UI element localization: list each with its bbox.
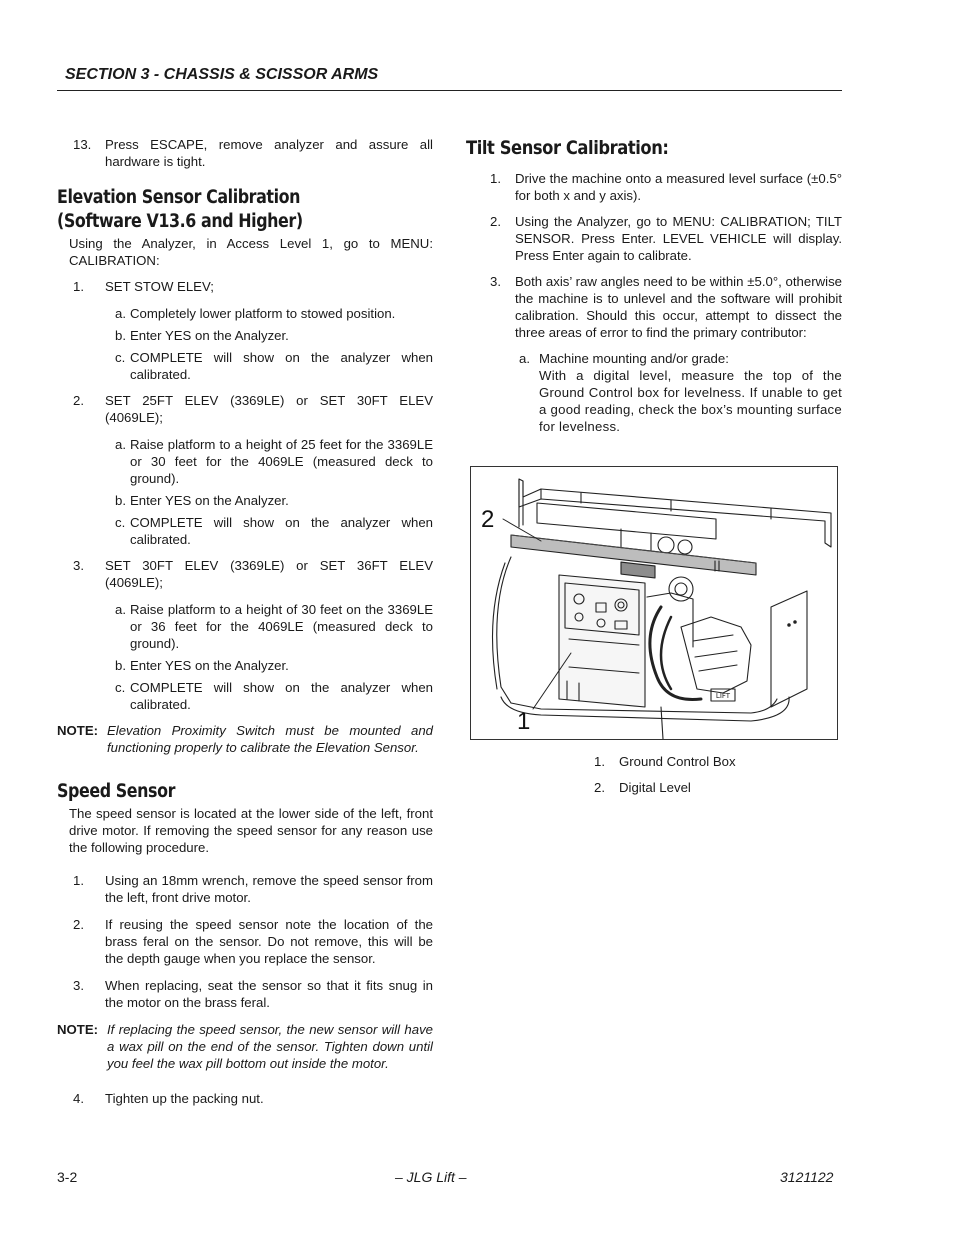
step-number: 2. bbox=[73, 917, 84, 932]
step-text: Using the Analyzer, go to MENU: CALIBRATION; TILT SENSOR. Press Enter. LEVEL VEHICLE will display. Press Enter again to calibrate. bbox=[515, 214, 842, 263]
rail-frame bbox=[519, 479, 831, 547]
sub-letter: b. bbox=[115, 658, 126, 673]
elevation-intro: Using the Analyzer, in Access Level 1, go to MENU: CALIBRATION: bbox=[69, 236, 433, 268]
right-column bbox=[466, 136, 842, 435]
step-number: 4. bbox=[73, 1091, 84, 1106]
elev-step-2 bbox=[57, 392, 433, 426]
step-text: SET STOW ELEV; bbox=[105, 279, 214, 294]
door-dot-2 bbox=[794, 621, 796, 623]
elev-step-2a bbox=[57, 436, 433, 487]
valve-block bbox=[681, 617, 751, 693]
step-text: SET 25FT ELEV (3369LE) or SET 30FT ELEV (4069LE); bbox=[105, 393, 433, 425]
callout-1: 1 bbox=[517, 708, 531, 735]
sub-letter: c. bbox=[115, 515, 126, 530]
legend-number: 2. bbox=[594, 780, 605, 795]
step-text: Drive the machine onto a measured level surface (±0.5° for both x and y axis). bbox=[515, 171, 842, 203]
step-number: 2. bbox=[73, 393, 84, 408]
elev-step-1a bbox=[57, 305, 433, 322]
sub-letter: c. bbox=[115, 350, 126, 365]
tilt-step-2 bbox=[466, 213, 842, 264]
sub-letter: a. bbox=[115, 437, 126, 452]
sub-title: Machine mounting and/or grade: bbox=[539, 351, 729, 366]
step-number: 1. bbox=[73, 279, 84, 294]
step-text: If reusing the speed sensor note the location of the brass feral on the sensor. Do not remove, this will be the depth gauge when you replace the sensor. bbox=[105, 917, 433, 966]
ground-control-box bbox=[559, 575, 645, 707]
valve-lines bbox=[693, 635, 737, 671]
step-number: 1. bbox=[73, 873, 84, 888]
figure-legend bbox=[470, 753, 836, 805]
elev-step-2b bbox=[57, 492, 433, 509]
sub-text: Enter YES on the Analyzer. bbox=[130, 658, 289, 673]
step-number: 3. bbox=[73, 558, 84, 573]
step-number: 3. bbox=[73, 978, 84, 993]
elevation-heading-line2: (Software V13.6 and Higher) bbox=[57, 211, 303, 232]
note-label: NOTE: bbox=[57, 723, 99, 738]
speed-step-4 bbox=[57, 1090, 433, 1107]
legend-item bbox=[470, 753, 836, 770]
note-label: NOTE: bbox=[57, 1022, 99, 1037]
upper-bracket bbox=[537, 503, 716, 539]
elev-step-3a bbox=[57, 601, 433, 652]
page-number: 3-2 bbox=[57, 1169, 78, 1185]
sub-letter: a. bbox=[519, 351, 530, 366]
fitting-circle-2 bbox=[678, 540, 692, 554]
left-column bbox=[57, 136, 433, 1107]
elev-step-1c bbox=[57, 349, 433, 383]
rail-post bbox=[519, 479, 523, 527]
elev-step-3c bbox=[57, 679, 433, 713]
step-number: 3. bbox=[490, 274, 501, 289]
step-text: When replacing, seat the sensor so that it fits snug in the motor on the brass feral. bbox=[105, 978, 433, 1010]
elev-step-2c bbox=[57, 514, 433, 548]
note-speed-sensor bbox=[57, 1021, 433, 1072]
step-text: Tighten up the packing nut. bbox=[105, 1091, 264, 1106]
note-elevation-switch bbox=[57, 722, 433, 756]
tilt-step-3 bbox=[466, 273, 842, 341]
lift-label: LIFT bbox=[715, 692, 731, 700]
footer-center: – JLG Lift – bbox=[395, 1169, 467, 1185]
legend-text: Ground Control Box bbox=[619, 754, 736, 769]
tilt-step-3a bbox=[466, 350, 842, 435]
legend-text: Digital Level bbox=[619, 780, 691, 795]
step-text: Using an 18mm wrench, remove the speed sensor from the left, front drive motor. bbox=[105, 873, 433, 905]
sub-text: Enter YES on the Analyzer. bbox=[130, 328, 289, 343]
speed-sensor-heading: Speed Sensor bbox=[57, 781, 176, 802]
elev-step-3b bbox=[57, 657, 433, 674]
elev-step-3 bbox=[57, 557, 433, 591]
side-door bbox=[771, 591, 807, 707]
sub-text: Enter YES on the Analyzer. bbox=[130, 493, 289, 508]
speed-step-1 bbox=[57, 872, 433, 906]
sub-text: Raise platform to a height of 30 feet on the 3369LE or 36 feet for the 4069LE (measured deck to ground). bbox=[130, 602, 433, 651]
sub-text: COMPLETE will show on the analyzer when calibrated. bbox=[130, 515, 433, 547]
step-text: SET 30FT ELEV (3369LE) or SET 36FT ELEV (4069LE); bbox=[105, 558, 433, 590]
door-dot bbox=[788, 624, 790, 626]
document-number: 3121122 bbox=[780, 1169, 834, 1185]
step-number: 2. bbox=[490, 214, 501, 229]
legend-item bbox=[470, 779, 836, 796]
step-number: 13. bbox=[73, 137, 92, 152]
sub-letter: a. bbox=[115, 602, 126, 617]
step-number: 1. bbox=[490, 171, 501, 186]
tilt-heading: Tilt Sensor Calibration: bbox=[466, 137, 669, 159]
sub-letter: b. bbox=[115, 328, 126, 343]
sub-text: Raise platform to a height of 25 feet for the 3369LE or 30 feet for the 4069LE (measured deck to ground). bbox=[130, 437, 433, 486]
speed-step-3 bbox=[57, 977, 433, 1011]
sub-text: COMPLETE will show on the analyzer when calibrated. bbox=[130, 680, 433, 712]
elevation-heading-line1: Elevation Sensor Calibration bbox=[57, 187, 301, 208]
sub-letter: c. bbox=[115, 680, 126, 695]
note-text: Elevation Proximity Switch must be mounted and functioning properly to calibrate the Elevation Sensor. bbox=[107, 723, 433, 755]
chassis-left bbox=[497, 557, 511, 703]
horn bbox=[669, 577, 693, 601]
horn-inner bbox=[675, 583, 687, 595]
ground-control-figure bbox=[470, 466, 838, 740]
section-title: SECTION 3 - CHASSIS & SCISSOR ARMS bbox=[65, 66, 379, 83]
sub-text: Completely lower platform to stowed position. bbox=[130, 306, 396, 321]
step-text: Both axis’ raw angles need to be within ±5.0°, otherwise the machine is to unlevel and the software will prohibit calibration. Should this occur, attempt to dissect the three areas of error to find the primary contributor: bbox=[515, 274, 842, 340]
tilt-step-1 bbox=[466, 170, 842, 204]
step-13 bbox=[57, 136, 433, 170]
level-display bbox=[621, 562, 655, 578]
ground-control-illustration bbox=[471, 467, 837, 739]
elev-step-1 bbox=[57, 278, 433, 295]
fitting-circle bbox=[658, 537, 674, 553]
callout-2: 2 bbox=[481, 506, 495, 533]
sub-letter: a. bbox=[115, 306, 126, 321]
sub-text: COMPLETE will show on the analyzer when calibrated. bbox=[130, 350, 433, 382]
legend-number: 1. bbox=[594, 754, 605, 769]
cable-harness-2 bbox=[661, 617, 671, 689]
step-text: Press ESCAPE, remove analyzer and assure all hardware is tight. bbox=[105, 137, 433, 169]
note-text: If replacing the speed sensor, the new sensor will have a wax pill on the end of the sensor. Tighten down until you feel the wax pill bottom out inside the motor. bbox=[107, 1022, 433, 1071]
sub-text: With a digital level, measure the top of the Ground Control box for levelness. If unable to get a good reading, check the box’s mounting surface for levelness. bbox=[539, 368, 842, 434]
speed-step-2 bbox=[57, 916, 433, 967]
header-rule bbox=[57, 90, 842, 91]
speed-sensor-intro: The speed sensor is located at the lower side of the left, front drive motor. If removing the speed sensor for any reason use the following procedure. bbox=[69, 806, 433, 855]
sub-letter: b. bbox=[115, 493, 126, 508]
elev-step-1b bbox=[57, 327, 433, 344]
